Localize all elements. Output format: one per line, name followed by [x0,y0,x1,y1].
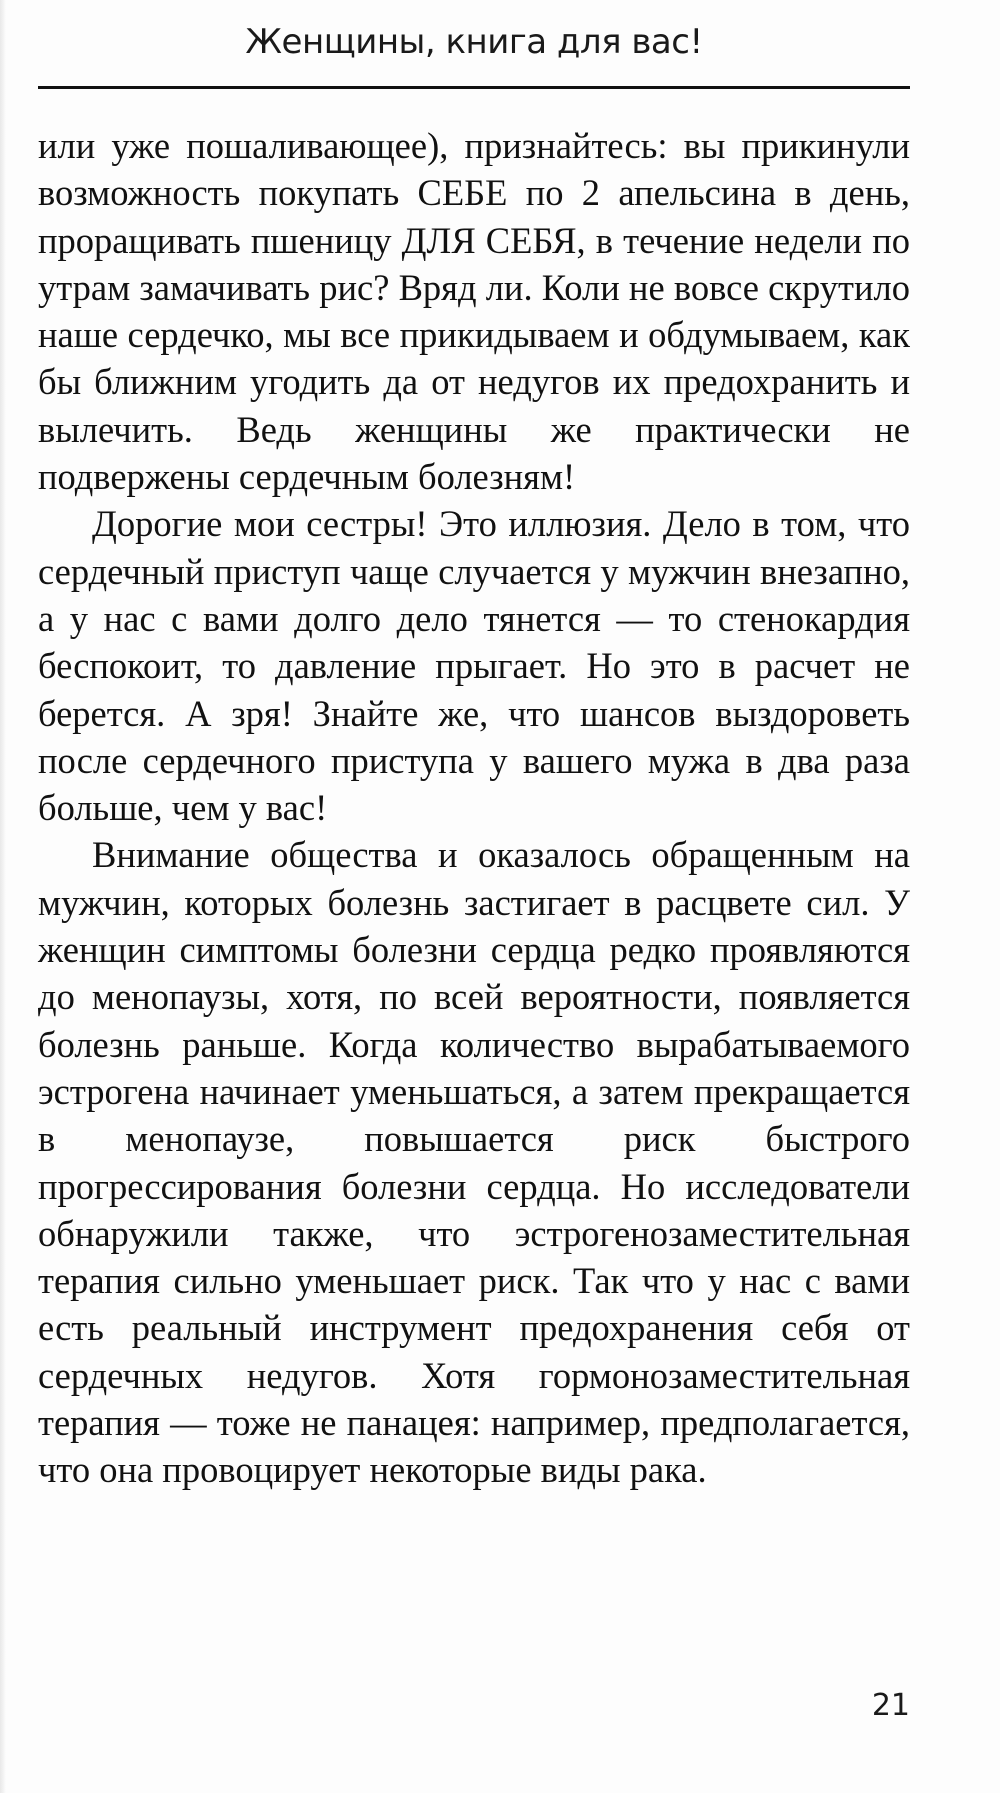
page-number: 21 [871,1688,910,1723]
page-edge-shadow [0,0,6,1793]
header-rule [38,86,910,89]
paragraph: Дорогие мои сестры! Это иллюзия. Дело в том, что сердечный приступ чаще случается у мужчин внезапно, а у нас с вами долго дело тянется — то стенокардия беспокоит, то давление прыгает. Но это в расчет не берется. А зря! Знайте же, что шансов выздороветь после сердечного приступа у вашего мужа в два раза больше, чем у вас! [38,503,910,829]
paragraph: Внимание общества и оказалось обращенным на мужчин, которых болезнь застигает в расцвете сил. У женщин симптомы болезни сердца редко проявляются до менопаузы, хотя, по всей вероятности, появляется болезнь раньше. Когда количество вырабатываемого эстрогена начинает уменьшаться, а затем прекращается в менопаузе, повышается риск быстрого прогрессирования болезни сердца. Но исследователи обнаружили также, что эстрогенозаместительная терапия сильно уменьшает риск. Так что у нас с вами есть реальный инструмент предохранения себя от сердечных недугов. Хотя гормонозаместительная терапия — тоже не панацея: например, предполагается, что она провоцирует некоторые виды рака. [38,834,910,1491]
paragraph-continuation: или уже пошаливающее), признайтесь: вы прикинули возможность покупать СЕБЕ по 2 апельсина в день, проращивать пшеницу ДЛЯ СЕБЯ, в течение недели по утрам замачивать рис? Вряд ли. Коли не вовсе скрутило наше сердечко, мы все прикидываем и обдумываем, как бы ближним угодить да от недугов их предохранить и вылечить. Ведь женщины же практически не подвержены сердечным болезням! [38,125,910,498]
running-head: Женщины, книга для вас! [245,22,703,62]
body-text [38,122,910,1494]
